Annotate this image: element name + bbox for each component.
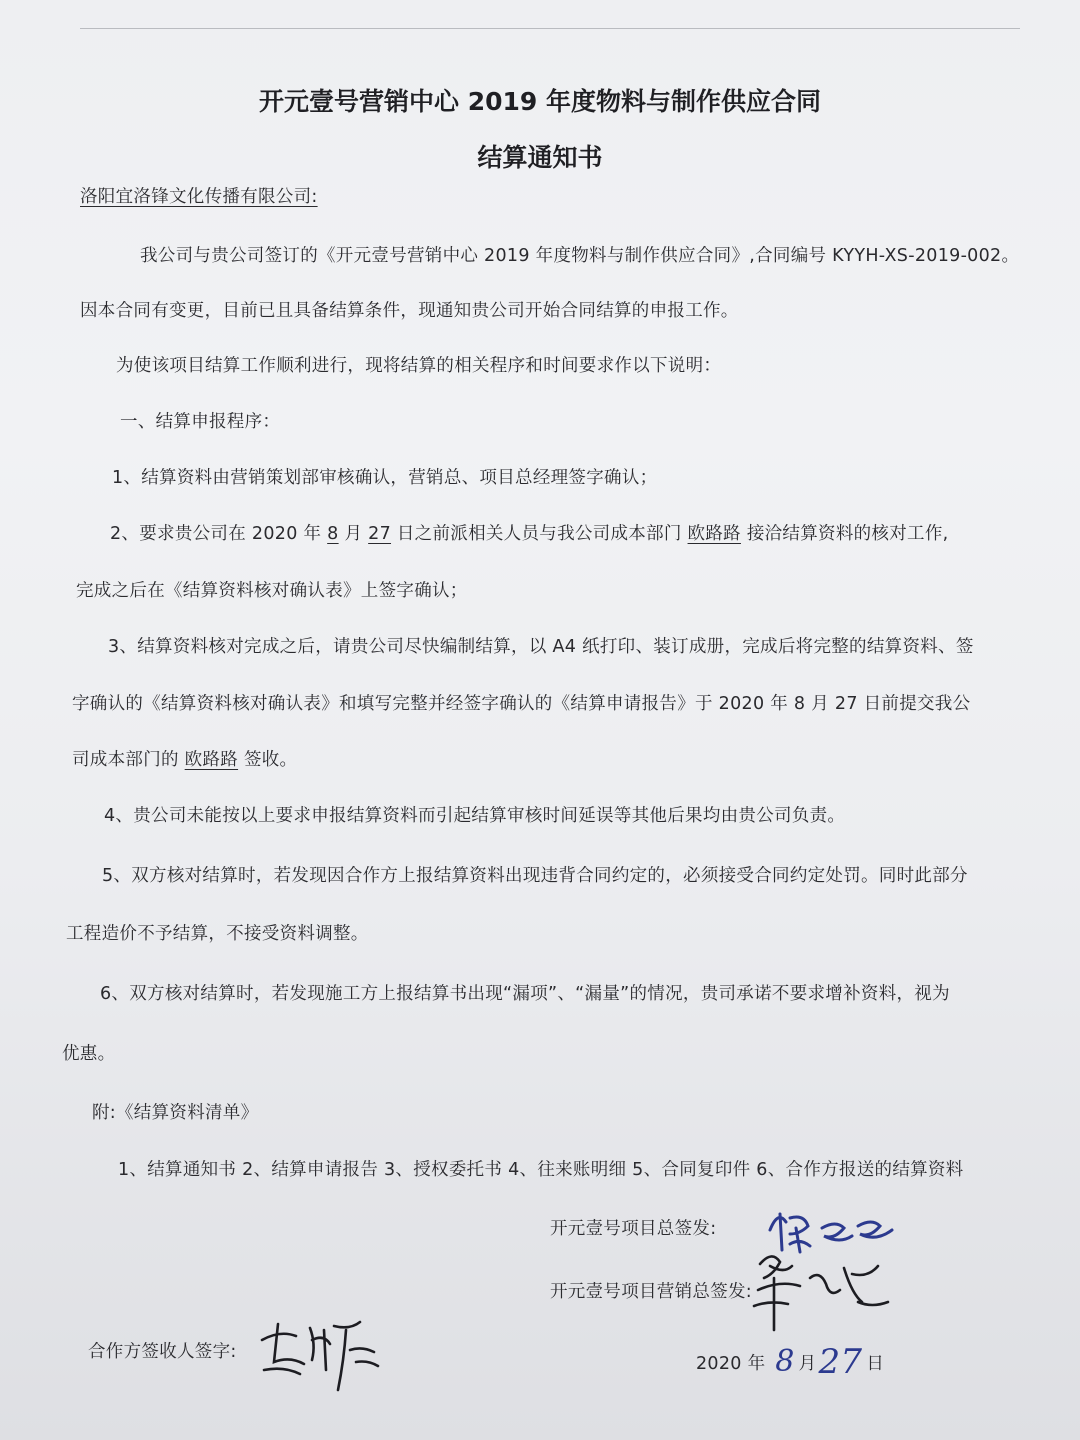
paragraph-1-line-2: 因本合同有变更，目前已且具备结算条件，现通知贵公司开始合同结算的申报工作。 [80, 301, 739, 321]
item-3-line-2: 字确认的《结算资料核对确认表》和填写完整并经签字确认的《结算申请报告》于 2020 年 8 月 27 日前提交我公 [72, 694, 971, 714]
item-5-line-1: 5、双方核对结算时，若发现因合作方上报结算资料出现违背合同约定的，必须接受合同约定处罚。同时此部分 [102, 866, 968, 886]
item-1: 1、结算资料由营销策划部审核确认，营销总、项目总经理签字确认； [112, 468, 658, 488]
marketing-director-sign-label: 开元壹号项目营销总签发: [550, 1282, 752, 1302]
item-4: 4、贵公司未能按以上要求申报结算资料而引起结算审核时间延误等其他后果均由贵公司负责。 [104, 806, 846, 826]
document-subtitle: 结算通知书 [477, 143, 603, 172]
date-day-unit: 日 [866, 1354, 885, 1374]
date-year: 2020 年 [696, 1354, 766, 1374]
item-2-contact-name: 欧路路 [687, 524, 741, 544]
recipient: 洛阳宜洛锋文化传播有限公司: [80, 187, 318, 207]
item-6-line-2: 优惠。 [62, 1044, 116, 1064]
attachment-list: 1、结算通知书 2、结算申请报告 3、授权委托书 4、往来账明细 5、合同复印件 6、合作方报送的结算资料 [118, 1160, 964, 1180]
item-2-text-d: 接洽结算资料的核对工作, [740, 524, 949, 544]
item-5-line-2: 工程造价不予结算，不接受资料调整。 [66, 924, 369, 944]
top-divider [80, 28, 1020, 29]
sign-date [696, 1338, 885, 1382]
item-3-line-3 [72, 746, 297, 771]
project-director-sign-label: 开元壹号项目总签发: [550, 1219, 717, 1239]
attachment-title: 附:《结算资料清单》 [92, 1103, 259, 1123]
section-1-heading: 一、结算申报程序： [120, 412, 281, 432]
partner-signature [250, 1300, 390, 1400]
document-title: 开元壹号营销中心 2019 年度物料与制作供应合同 [259, 87, 821, 116]
item-2-month: 8 [327, 524, 339, 544]
item-2-text-c: 日之前派相关人员与我公司成本部门 [391, 524, 688, 544]
item-3-contact-name: 欧路路 [184, 750, 239, 770]
date-month-unit: 月 [798, 1354, 817, 1374]
item-3-text-a: 司成本部门的 [72, 750, 185, 770]
item-6-line-1: 6、双方核对结算时，若发现施工方上报结算书出现“漏项”、“漏量”的情况，贵司承诺不要求增补资料，视为 [100, 984, 950, 1004]
date-day-handwritten: 27 [818, 1342, 863, 1382]
paragraph-2: 为使该项目结算工作顺利进行，现将结算的相关程序和时间要求作以下说明： [116, 356, 722, 376]
marketing-director-signature [740, 1244, 900, 1334]
item-2-text-a: 2、要求贵公司在 2020 年 [110, 524, 328, 544]
date-month-handwritten: 8 [775, 1344, 795, 1379]
paragraph-1-line-1: 我公司与贵公司签订的《开元壹号营销中心 2019 年度物料与制作供应合同》,合同编号 KYYH-XS-2019-002。 [140, 246, 1020, 266]
item-2-line-2: 完成之后在《结算资料核对确认表》上签字确认； [76, 581, 468, 601]
item-2-text-b: 月 [338, 524, 369, 544]
item-2-day: 27 [368, 524, 392, 544]
item-3-line-1: 3、结算资料核对完成之后，请贵公司尽快编制结算，以 A4 纸打印、装订成册，完成后将完整的结算资料、签 [108, 637, 974, 657]
partner-sign-label: 合作方签收人签字: [88, 1342, 237, 1362]
item-2-line-1 [110, 520, 948, 545]
item-3-text-b: 签收。 [238, 750, 298, 770]
